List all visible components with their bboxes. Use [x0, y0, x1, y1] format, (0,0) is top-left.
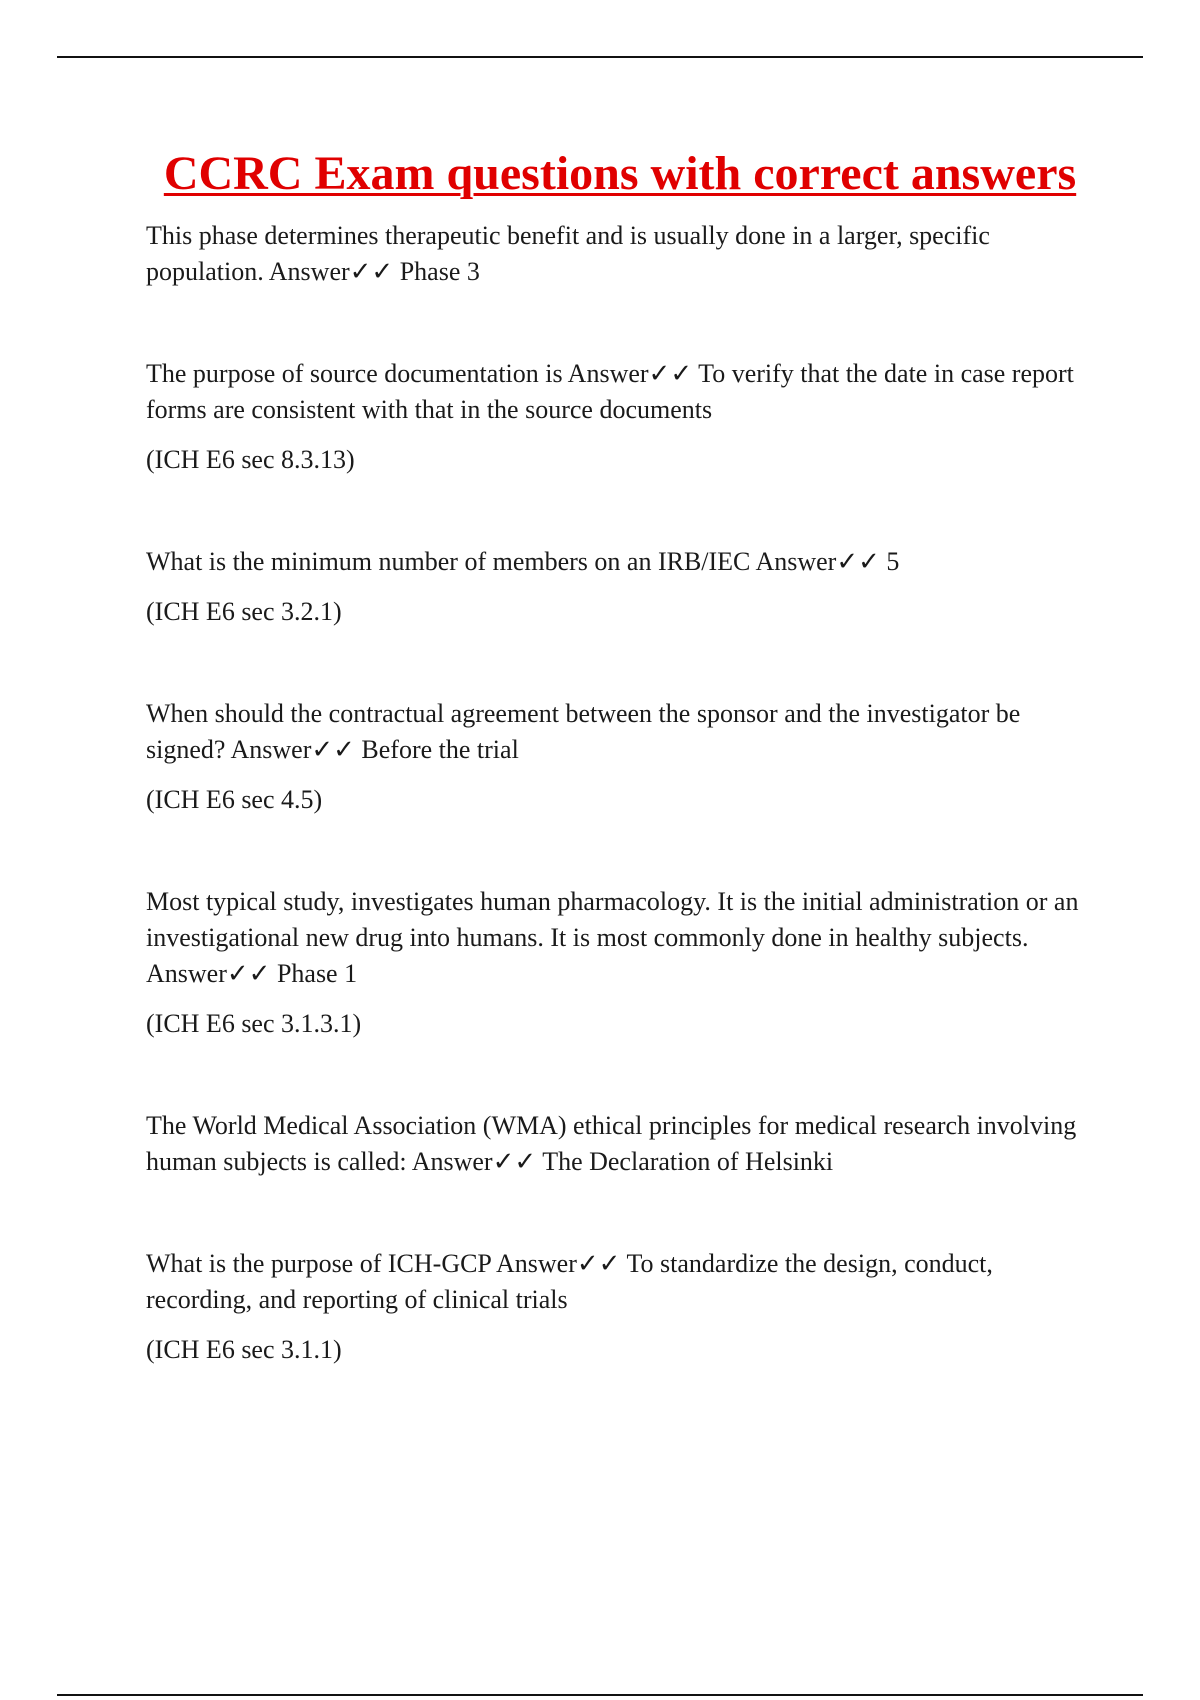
bottom-rule	[57, 1694, 1143, 1696]
qa-entry-1	[146, 218, 1086, 290]
qa-list	[146, 218, 1086, 1368]
qa-entry-6	[146, 1108, 1086, 1180]
reference: (ICH E6 sec 3.1.1)	[146, 1335, 342, 1364]
qa-entry-7	[146, 1246, 1086, 1368]
question-answer: This phase determines therapeutic benefit and is usually done in a larger, specific population. Answer✓✓ Phase 3	[146, 221, 990, 286]
reference: (ICH E6 sec 4.5)	[146, 785, 323, 814]
reference: (ICH E6 sec 3.1.3.1)	[146, 1009, 362, 1038]
reference: (ICH E6 sec 3.2.1)	[146, 597, 342, 626]
question-answer: The World Medical Association (WMA) ethical principles for medical research involving human subjects is called: Answer✓✓ The Declaration of Helsinki	[146, 1111, 1077, 1176]
qa-entry-2	[146, 356, 1086, 478]
page-title: CCRC Exam questions with correct answers	[163, 147, 1077, 200]
question-answer: The purpose of source documentation is Answer✓✓ To verify that the date in case report forms are consistent with that in the source documents	[146, 359, 1074, 424]
qa-entry-3	[146, 544, 1086, 630]
question-answer: What is the purpose of ICH-GCP Answer✓✓ To standardize the design, conduct, recording, and reporting of clinical trials	[146, 1249, 993, 1314]
question-answer: Most typical study, investigates human pharmacology. It is the initial administration or an investigational new drug into humans. It is most commonly done in healthy subjects. Answer✓✓ Phase 1	[146, 887, 1079, 988]
top-rule	[57, 56, 1143, 58]
question-answer: When should the contractual agreement between the sponsor and the investigator be signed? Answer✓✓ Before the trial	[146, 699, 1021, 764]
qa-entry-5	[146, 884, 1086, 1042]
reference: (ICH E6 sec 8.3.13)	[146, 445, 355, 474]
question-answer: What is the minimum number of members on an IRB/IEC Answer✓✓ 5	[146, 547, 900, 576]
qa-entry-4	[146, 696, 1086, 818]
